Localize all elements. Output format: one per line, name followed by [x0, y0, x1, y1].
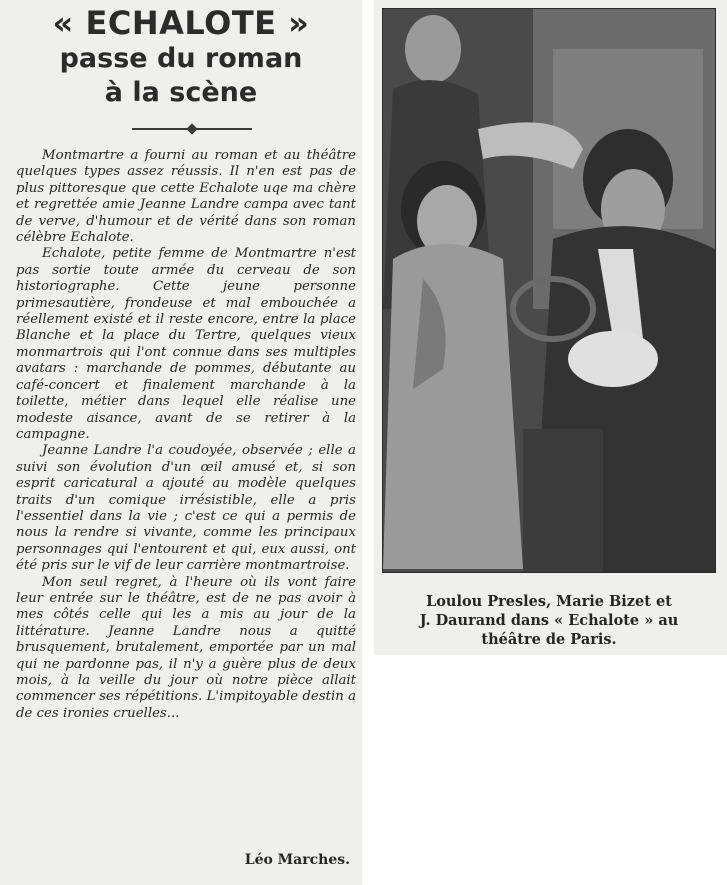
photo-caption	[386, 592, 712, 649]
article-paragraph: Echalote, petite femme de Montmartre n'est pas sortie toute armée du cerveau de son historiographe. Cette jeune personne primesautière, frondeuse et mal embouchée a réellement existé et il reste encore, entre la place Blanche et la place du Tertre, quelques vieux monmartrois qui l'ont connue dans ses multiples avatars : marchande de pommes, débutante au café-concert et finalement marchande à la toilette, métier dans lequel elle réalise une modeste aisance, avant de se retirer à la campagne.	[16, 246, 356, 442]
headline-divider	[132, 128, 252, 130]
caption-line-2: J. Daurand dans « Echalote » au	[419, 612, 679, 629]
headline-line-1: « ECHALOTE »	[52, 4, 310, 42]
article-paragraph: Mon seul regret, à l'heure où ils vont faire leur entrée sur le théâtre, est de ne pas avoir à mes côtés celle qui les a mis au jour de la littérature. Jeanne Landre nous a quitté brusquement, brutalement, emportée par un mal qui ne pardonne pas, il n'y a guère plus de deux mois, à la veille du jour où notre pièce allait commencer ses répétitions. L'impitoyable destin a de ces ironies cruelles...	[16, 574, 356, 721]
caption-line-3: théâtre de Paris.	[481, 631, 617, 648]
headline-line-3: à la scène	[104, 77, 258, 108]
headline-line-2: passe du roman	[59, 43, 303, 74]
article-paragraph: Montmartre a fourni au roman et au théâtre quelques types assez réussis. Il n'en est pas de plus pittoresque que cette Echalote uqe ma chère et regrettée amie Jeanne Landre campa avec tant de verve, d'humour et de vérité dans son roman célèbre Echalote.	[16, 148, 356, 246]
article-paragraph: Jeanne Landre l'a coudoyée, observée ; elle a suivi son évolution d'un œil amusé et, si son esprit caricatural a ajouté au modèle quelques traits d'un comique irrésistible, elle a pris l'essentiel dans la vie ; c'est ce qui a permis de nous la rendre si vivante, comme les principaux personnages qui l'entourent et qui, eux aussi, ont été pris sur le vif de leur carrière montmartroise.	[16, 443, 356, 574]
headline	[0, 4, 362, 110]
byline: Léo Marches.	[244, 852, 350, 868]
photo-illustration	[383, 9, 715, 572]
stage-photograph	[382, 8, 716, 573]
article-body	[16, 148, 356, 722]
caption-line-1: Loulou Presles, Marie Bizet et	[426, 593, 672, 610]
